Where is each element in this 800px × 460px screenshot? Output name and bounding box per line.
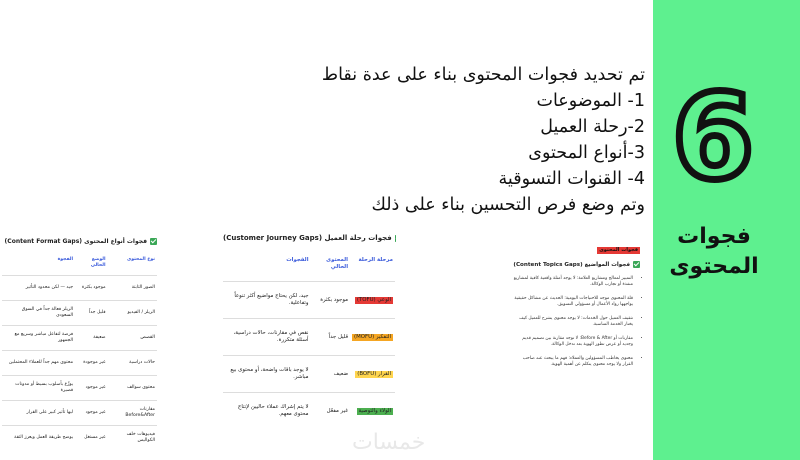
topics-list	[512, 276, 640, 368]
format-table	[2, 255, 157, 450]
headline-line: 2-رحلة العميل	[540, 117, 645, 137]
table-row	[223, 393, 395, 430]
journey-title: فجوات رحلة العميل (Customer Journey Gaps)	[223, 234, 392, 242]
headline-line: 3-أنواع المحتوى	[528, 143, 645, 163]
table-row	[223, 356, 395, 393]
side-title-line1: فجوات	[677, 224, 751, 249]
side-title	[655, 222, 773, 282]
table-cell: موجود بكثرة	[75, 276, 107, 301]
table-row	[2, 276, 157, 301]
check-icon	[150, 238, 157, 245]
table-cell: غير مستغل	[75, 426, 107, 451]
stage-cell	[350, 282, 395, 319]
list-item: • محتوى يخاطب المسؤولين والعملاء: فهم ما يبحث عنه صاحب القرار ولا يوجد محتوى يتكلم عن أهمية الهوية.	[512, 356, 633, 368]
current-content-cell: غير مفعّل	[311, 393, 351, 430]
gap-cell: لا يتم إشراك عملاء حاليين لإنتاج محتوى معهم.	[223, 393, 311, 430]
table-row	[2, 401, 157, 426]
content-topics-gaps-panel	[512, 236, 640, 376]
table-header: الفجوة	[57, 257, 74, 262]
headline-line: 4- القنوات التسوقية	[498, 169, 645, 189]
table-row	[2, 301, 157, 326]
list-item: • التمييز لمعالج ومشاريع العلامة: لا يوجد أمثلة واقعية كافية لمشاريع منفذة أو تجارب الوكالة.	[512, 276, 633, 288]
panel-title	[2, 238, 157, 245]
table-cell: الريلز / الفيديو	[108, 301, 157, 326]
table-cell: ضعيفة	[75, 326, 107, 351]
side-title-line2: المحتوى	[669, 254, 759, 279]
table-cell: قليل جداً	[75, 301, 107, 326]
table-cell: جيد — لكن محدود التأثير	[2, 276, 75, 301]
format-title: فجوات أنواع المحتوى (Content Format Gaps)	[4, 238, 147, 245]
table-cell: فرصة لتفاعل مباشر وسريع مع الجمهور	[2, 326, 75, 351]
headline-line: 1- الموضوعات	[536, 91, 645, 111]
stage-tag: القرار (BOFU)	[357, 370, 391, 377]
table-cell: غير موجود	[75, 401, 107, 426]
table-row	[2, 351, 157, 376]
table-header: الفجوات	[286, 257, 309, 263]
table-row	[2, 326, 157, 351]
table-header: الوضع الحالي	[90, 257, 106, 268]
section-label: فجوات المحتوى	[599, 247, 638, 253]
table-cell: الريلز فعالة جداً في السوق السعودي	[2, 301, 75, 326]
table-cell: غير موجودة	[75, 351, 107, 376]
current-content-cell: ضعيف	[311, 356, 351, 393]
stage-tag: الولاء والتوصية	[358, 407, 391, 414]
table-row	[223, 282, 395, 319]
table-cell: محتوى سوالف	[108, 376, 157, 401]
table-cell: يوضح طريقة العمل ويعزز الثقة	[2, 426, 75, 451]
stage-cell	[350, 356, 395, 393]
panel-title	[223, 234, 395, 242]
journey-table	[223, 255, 395, 429]
stage-cell	[350, 393, 395, 430]
current-content-cell: موجود بكثرة	[311, 282, 351, 319]
headline-line: وتم وضع فرص التحسين بناء على ذلك	[371, 195, 645, 215]
topics-title: فجوات المواضيع (Content Topics Gaps)	[513, 261, 630, 268]
customer-journey-gaps-panel	[223, 234, 395, 429]
table-cell: مقارنات Before&After	[108, 401, 157, 426]
table-row	[223, 319, 395, 356]
slide-number: 6	[671, 68, 755, 206]
table-cell: غير موجود	[75, 376, 107, 401]
gap-cell: جيد، لكن يحتاج مواضيع أكثر تنوعاً وتفاعلية.	[223, 282, 311, 319]
table-header: مرحلة الرحلة	[358, 257, 393, 263]
table-cell: ليها تأثير كبير على القرار	[2, 401, 75, 426]
content-format-gaps-panel	[2, 238, 157, 450]
check-icon	[633, 261, 640, 268]
table-cell: يوزّع بأسلوب بسيط أو مدونات قصيرة	[2, 376, 75, 401]
current-content-cell: قليل جداً	[311, 319, 351, 356]
list-item: • تثقيف العميل حول الخدمات: لا يوجد محتوى يشرح للعميل كيف يختار الخدمة المناسبة.	[512, 316, 633, 328]
table-row	[2, 426, 157, 451]
table-cell: حالات دراسية	[108, 351, 157, 376]
headline-line: تم تحديد فجوات المحتوى بناء على عدة نقاط	[321, 65, 645, 85]
watermark: خمسات	[352, 430, 426, 455]
gap-cell: لا يوجد باقات واضحة، أو محتوى بيع مباشر.	[223, 356, 311, 393]
table-cell: القصص	[108, 326, 157, 351]
headline	[225, 62, 645, 218]
stage-tag: التفكير (MOFU)	[354, 333, 391, 340]
table-cell: الصور الثابتة	[108, 276, 157, 301]
list-item: • مقارنات أو Before & After: لا توجد مقارنة بين تصميم قديم وجديد أو عرض تطور الهوية بعد تدخل الوكالة.	[512, 336, 633, 348]
list-item: • قلة المحتوى موجه للاحتياجات اليومية: الحديث عن مشاكل حقيقية يواجهها رواد الأعمال أو مسؤولي التسويق.	[512, 296, 633, 308]
table-cell: محتوى مهم جداً للعملاء المحتملين	[2, 351, 75, 376]
stage-cell	[350, 319, 395, 356]
table-header: المحتوى الحالي	[326, 257, 349, 270]
panel-title	[512, 261, 640, 268]
table-header: نوع المحتوى	[127, 257, 155, 262]
table-cell: فيديوهات خلف الكواليس	[108, 426, 157, 451]
gap-cell: نقص في مقارنات، حالات دراسية، أسئلة متكررة.	[223, 319, 311, 356]
stage-tag: الوعي (TOFU)	[356, 296, 391, 303]
table-row	[2, 376, 157, 401]
